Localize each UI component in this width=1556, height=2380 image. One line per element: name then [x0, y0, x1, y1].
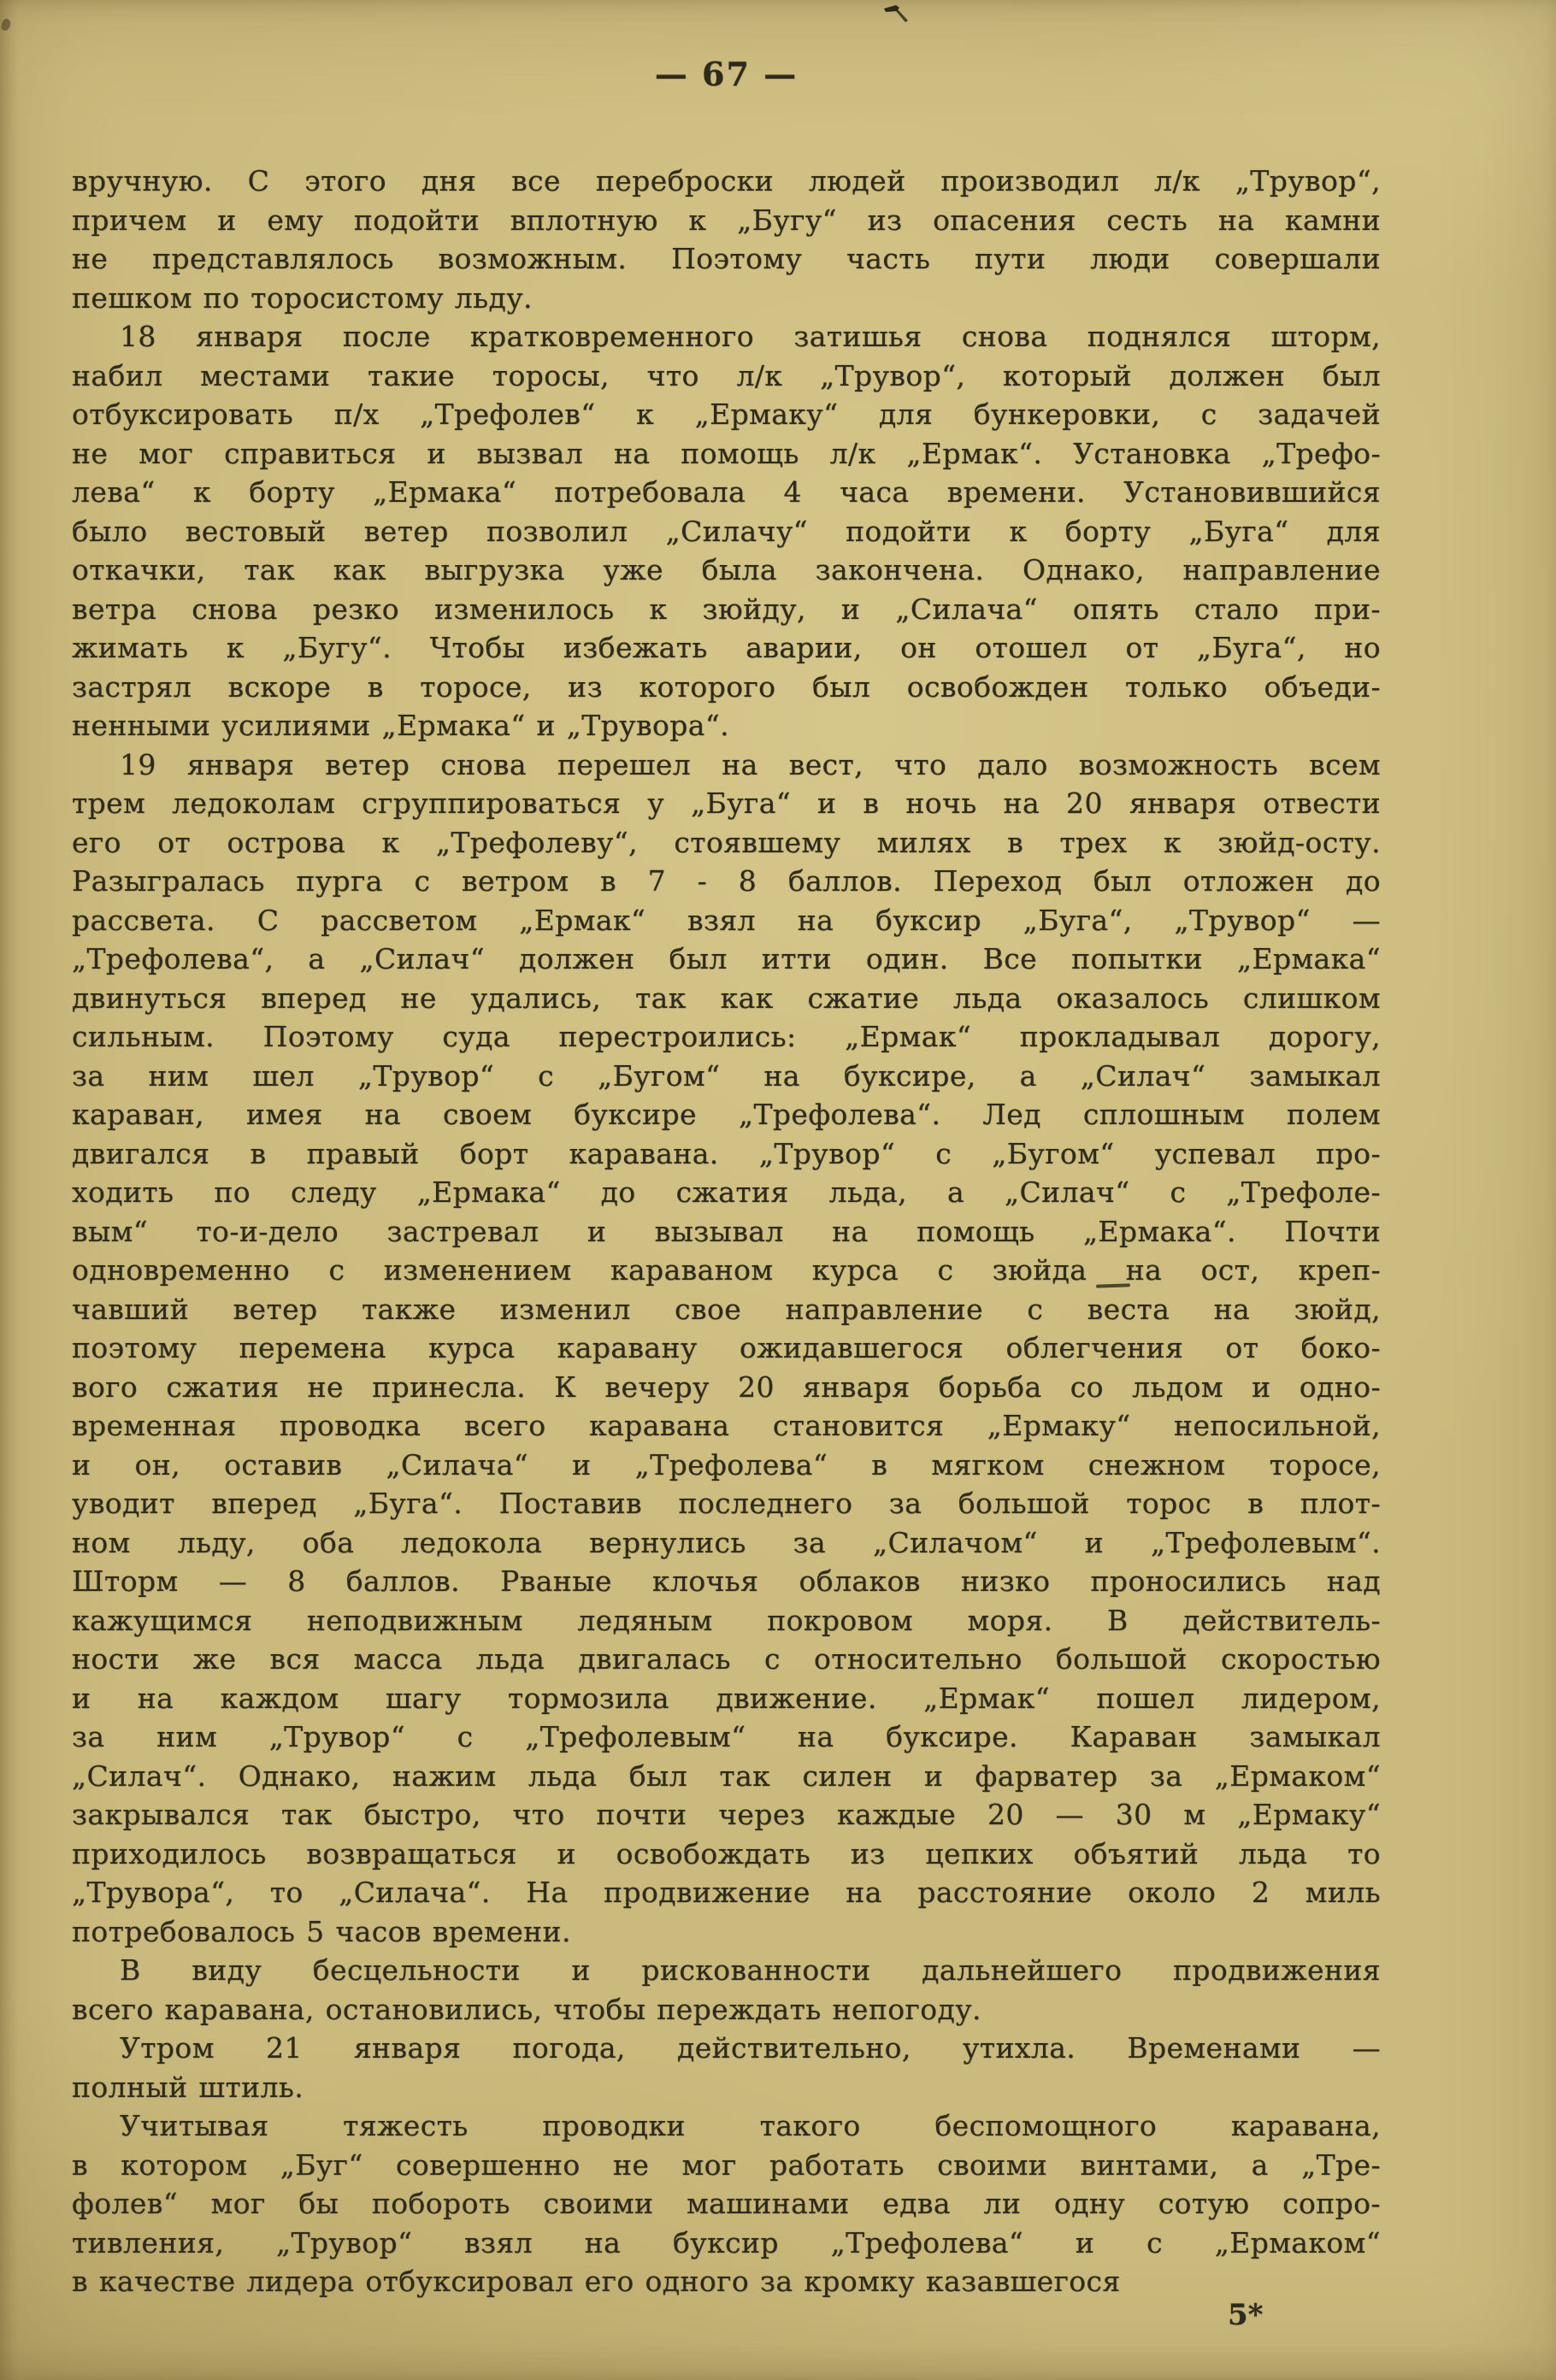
text-line: отбуксировать п/х „Трефолев“ к „Ермаку“ для бункеровки, с задачей	[72, 398, 1381, 431]
text-line: В виду бесцельности и рискованности дальнейшего продвижения	[120, 1953, 1381, 1987]
text-line: закрывался так быстро, что почти через каждые 20 — 30 м „Ермаку“	[72, 1798, 1381, 1831]
text-line: застрял вскоре в торосе, из которого был освобожден только объеди-	[72, 669, 1381, 704]
text-line: 19 января ветер снова перешел на вест, что дало возможность всем	[120, 747, 1381, 781]
signature-mark: 5*	[1228, 2298, 1264, 2332]
text-line: ненными усилиями „Ермака“ и „Трувора“.	[72, 709, 730, 742]
text-line: одновременно с изменением караваном курса с зюйда на ост, креп-	[72, 1253, 1381, 1287]
text-line: временная проводка всего каравана становится „Ермаку“ непосильной,	[72, 1409, 1381, 1442]
text-line: вручную. С этого дня все переброски людей производил л/к „Трувор“,	[72, 164, 1381, 197]
text-line: вого сжатия не принесла. К вечеру 20 января борьба со льдом и одно-	[72, 1370, 1381, 1404]
text-line: „Трефолева“, а „Силач“ должен был итти один. Все попытки „Ермака“	[72, 942, 1381, 975]
text-line: набил местами такие торосы, что л/к „Трувор“, который должен был	[72, 358, 1381, 392]
text-line: лева“ к борту „Ермака“ потребовала 4 часа времени. Установившийся	[72, 475, 1381, 509]
text-line: в качестве лидера отбуксировал его одного за кромку казавшегося	[72, 2265, 1121, 2298]
text-line: полный штиль.	[72, 2070, 304, 2104]
text-line: „Трувора“, то „Силача“. На продвижение на расстояние около 2 миль	[72, 1876, 1381, 1909]
text-line: сильным. Поэтому суда перестроились: „Ермак“ прокладывал дорогу,	[72, 1020, 1381, 1053]
text-line: рассвета. С рассветом „Ермак“ взял на буксир „Буга“, „Трувор“ —	[72, 903, 1381, 937]
text-line: Учитывая тяжесть проводки такого беспомощного каравана,	[120, 2109, 1381, 2142]
text-line: тивления, „Трувор“ взял на буксир „Трефолева“ и с „Ермаком“	[72, 2225, 1381, 2259]
text-line: за ним шел „Трувор“ с „Бугом“ на буксире, а „Силач“ замыкал	[72, 1058, 1381, 1093]
text-line: двинуться вперед не удались, так как сжатие льда оказалось слишком	[72, 981, 1381, 1015]
text-line: его от острова к „Трефолеву“, стоявшему милях в трех к зюйд-осту.	[72, 825, 1381, 859]
text-line: трем ледоколам сгруппироваться у „Буга“ и в ночь на 20 января отвести	[72, 786, 1381, 820]
edge-speck-artifact	[0, 18, 12, 32]
text-line: поэтому перемена курса каравану ожидавшегося облегчения от боко-	[72, 1331, 1381, 1364]
text-line: караван, имея на своем буксире „Трефолева“. Лед сплошным полем	[72, 1098, 1381, 1131]
text-line: не мог справиться и вызвал на помощь л/к „Ермак“. Установка „Трефо-	[72, 436, 1381, 470]
text-line: потребовалось 5 часов времени.	[72, 1914, 571, 1948]
text-line: причем и ему подойти вплотную к „Бугу“ из опасения сесть на камни	[72, 203, 1381, 237]
text-line: и он, оставив „Силача“ и „Трефолева“ в мягком снежном торосе,	[72, 1447, 1381, 1482]
text-line: Разыгралась пурга с ветром в 7 - 8 баллов. Переход был отложен до	[72, 864, 1381, 898]
text-line: двигался в правый борт каравана. „Трувор“ с „Бугом“ успевал про-	[72, 1136, 1381, 1170]
text-line: приходилось возвращаться и освобождать из цепких объятий льда то	[72, 1836, 1381, 1870]
text-line: чавший ветер также изменил свое направление с веста на зюйд,	[72, 1292, 1381, 1326]
text-line: ветра снова резко изменилось к зюйду, и „Силача“ опять стало при-	[72, 592, 1381, 626]
text-line: 18 января после кратковременного затишья снова поднялся шторм,	[120, 320, 1381, 353]
text-line: „Силач“. Однако, нажим льда был так силен и фарватер за „Ермаком“	[72, 1758, 1381, 1793]
text-line: в котором „Буг“ совершенно не мог работать своими винтами, а „Тре-	[72, 2147, 1381, 2182]
text-line: жимать к „Бугу“. Чтобы избежать аварии, он отошел от „Буга“, но	[72, 631, 1381, 664]
text-line: за ним „Трувор“ с „Трефолевым“ на буксире. Караван замыкал	[72, 1720, 1381, 1753]
text-line: ном льду, оба ледокола вернулись за „Силачом“ и „Трефолевым“.	[72, 1525, 1381, 1559]
text-line: фолев“ мог бы побороть своими машинами едва ли одну сотую сопро-	[72, 2187, 1381, 2220]
text-line: ходить по следу „Ермака“ до сжатия льда, а „Силач“ с „Трефоле-	[72, 1175, 1381, 1209]
text-line: пешком по торосистому льду.	[72, 280, 533, 315]
text-line: всего каравана, остановились, чтобы переждать непогоду.	[72, 1992, 981, 2026]
text-line: не представлялось возможным. Поэтому часть пути люди совершали	[72, 242, 1381, 275]
text-line: вым“ то-и-дело застревал и вызывал на помощь „Ермака“. Почти	[72, 1214, 1381, 1248]
ink-blot-artifact	[882, 3, 917, 32]
text-line: ности же вся масса льда двигалась с относительно большой скоростью	[72, 1642, 1381, 1676]
text-block	[72, 162, 1381, 2301]
text-line: Утром 21 января погода, действительно, утихла. Временами —	[120, 2031, 1381, 2065]
text-line: Шторм — 8 баллов. Рваные клочья облаков низко проносились над	[72, 1564, 1381, 1598]
text-line: было вестовый ветер позволил „Силачу“ подойти к борту „Буга“ для	[72, 514, 1381, 548]
text-line: кажущимся неподвижным ледяным покровом моря. В действитель-	[72, 1603, 1381, 1637]
page-number-header: — 67 —	[654, 55, 799, 93]
text-line: и на каждом шагу тормозила движение. „Ермак“ пошел лидером,	[72, 1681, 1381, 1715]
text-line: откачки, так как выгрузка уже была закончена. Однако, направление	[72, 553, 1381, 586]
text-line: уводит вперед „Буга“. Поставив последнего за большой торос в плот-	[72, 1487, 1381, 1520]
